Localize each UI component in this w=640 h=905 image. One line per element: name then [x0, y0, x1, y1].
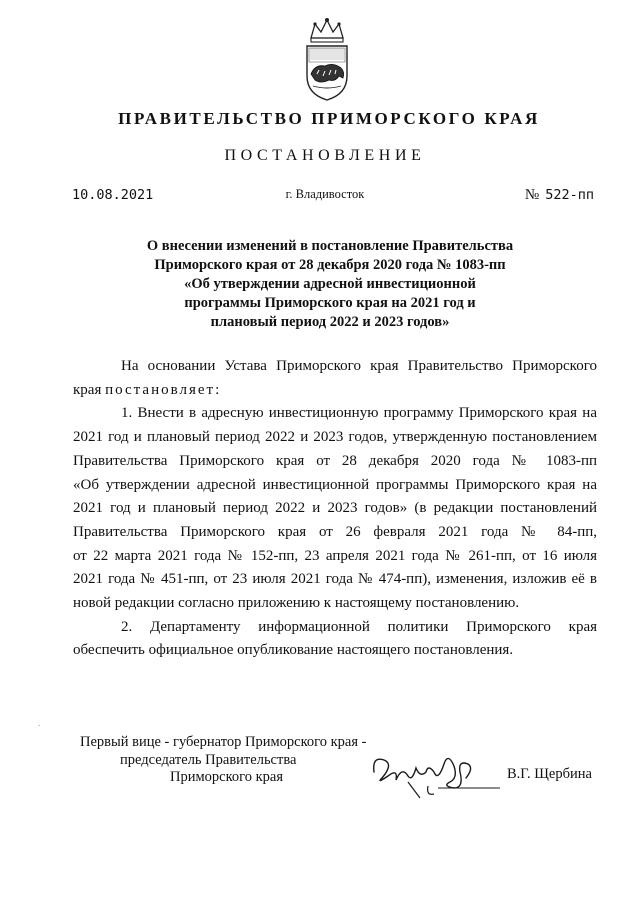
body-word: края	[73, 381, 102, 398]
body-line: 2021 года № 451-пп, от 23 июля 2021 года № 474-пп), изменения, изложив её в	[73, 571, 597, 588]
subject-line: Приморского края от 28 декабря 2020 года № 1083-пп	[154, 257, 506, 273]
body-line: Правительства Приморского края от 26 февраля 2021 года № 84-пп,	[73, 523, 597, 540]
subject-line: плановый период 2022 и 2023 годов»	[210, 314, 450, 330]
signatory-position	[70, 734, 390, 787]
position-line: Первый вице - губернатор Приморского края -	[80, 734, 367, 750]
document-body	[73, 355, 597, 663]
document-date: 10.08.2021	[72, 187, 154, 203]
body-line: 2021 год и плановый период 2022 и 2023 годов» (в редакции постановлений	[73, 500, 597, 517]
body-line: 1. Внести в адресную инвестиционную программу Приморского края на	[121, 405, 597, 422]
document-subject	[110, 237, 550, 332]
body-line: «Об утверждении адресной инвестиционной программы Приморского края на	[73, 476, 597, 493]
body-word-spaced: постановляет:	[105, 381, 222, 398]
subject-line: О внесении изменений в постановление Правительства	[146, 238, 514, 254]
body-line: Правительства Приморского края от 28 декабря 2020 года № 1083-пп	[73, 452, 597, 469]
position-line: председатель Правительства	[120, 751, 297, 768]
body-line: обеспечить официальное опубликование настоящего постановления.	[73, 642, 514, 659]
document-city: г. Владивосток	[285, 187, 365, 201]
signatory-name: В.Г. Щербина	[507, 766, 592, 782]
handwritten-signature	[368, 742, 503, 802]
coat-of-arms-emblem	[301, 16, 353, 102]
position-line: Приморского края	[170, 769, 284, 785]
body-line: На основании Устава Приморского края Правительство Приморского	[121, 358, 597, 374]
body-line: от 22 марта 2021 года № 152-пп, 23 апреля 2021 года № 261-пп, от 16 июля	[73, 547, 597, 564]
number-value: 522-пп	[545, 187, 594, 203]
body-line: новой редакции согласно приложению к настоящему постановлению.	[73, 595, 520, 612]
subject-line: программы Приморского края на 2021 год и	[184, 295, 476, 311]
margin-mark: .	[38, 718, 41, 728]
document-number	[525, 187, 594, 204]
body-line: 2. Департаменту информационной политики Приморского края	[121, 618, 597, 635]
number-sign: №	[524, 187, 540, 203]
document-type-heading: ПОСТАНОВЛЕНИЕ	[224, 147, 426, 164]
government-title: ПРАВИТЕЛЬСТВО ПРИМОРСКОГО КРАЯ	[118, 109, 540, 128]
body-line	[73, 379, 597, 403]
subject-line: «Об утверждении адресной инвестиционной	[184, 276, 476, 292]
body-line: 2021 год и плановый период 2022 и 2023 годов, утвержденную постановлением	[73, 429, 597, 446]
